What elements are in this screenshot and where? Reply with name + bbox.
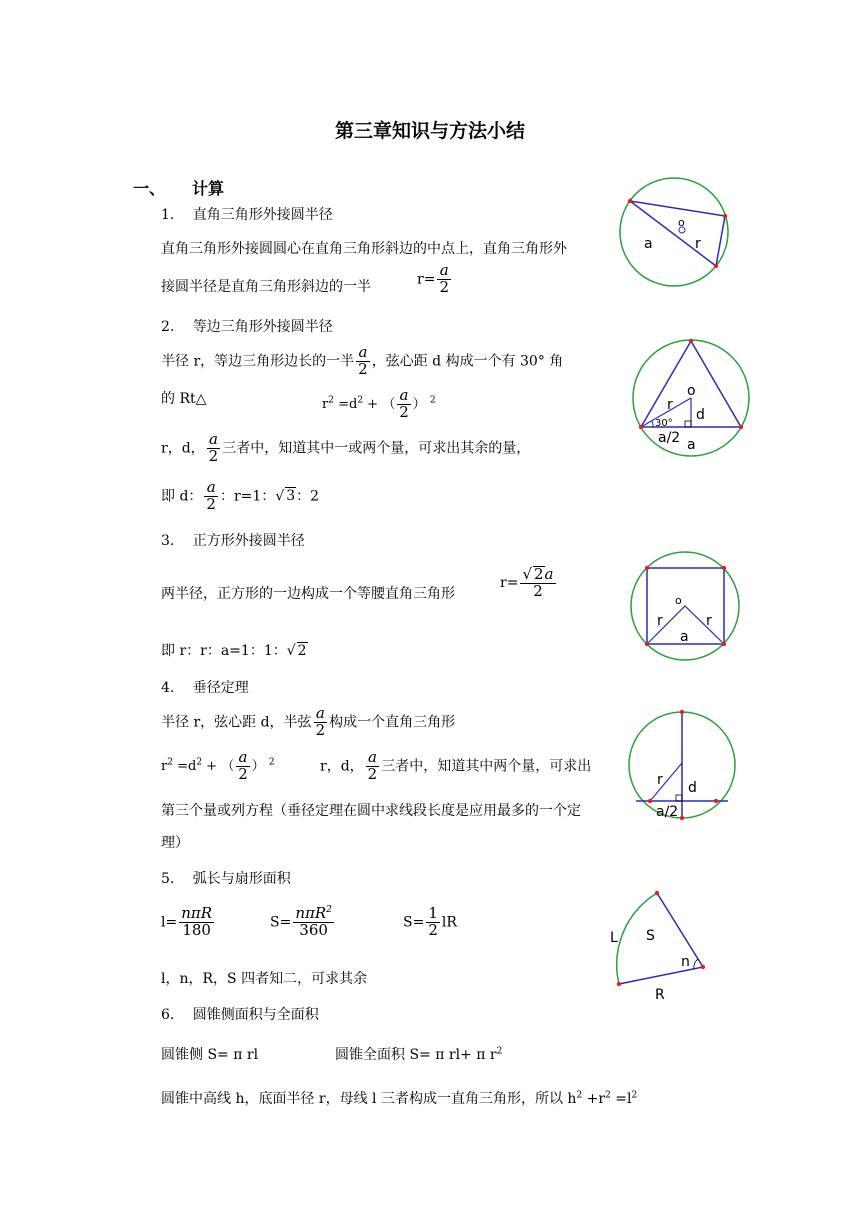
exp: 2 <box>605 1090 611 1101</box>
s6-line2-c: =l <box>610 1091 632 1107</box>
s2-text-line1 <box>161 345 563 378</box>
label-r: r <box>667 397 673 413</box>
fraction-numerator: a <box>356 345 370 362</box>
fraction <box>520 566 555 600</box>
s3-formula-lhs: r= <box>500 574 519 591</box>
vertex-point <box>639 425 643 429</box>
fraction-denominator: 2 <box>439 277 449 296</box>
exp: 2 <box>326 905 332 915</box>
right-angle-mark <box>676 795 682 801</box>
eq-close: ） <box>412 396 426 412</box>
figure-right-triangle-circumcircle <box>612 174 736 290</box>
vertex-point <box>628 199 632 203</box>
exp: 2 <box>167 757 173 768</box>
s3-text-line1: 两半径，正方形的一边构成一个等腰直角三角形 <box>161 586 455 602</box>
s4-text-line4: 理） <box>161 835 189 851</box>
fraction-denominator: 2 <box>399 402 409 421</box>
fraction-numerator: a <box>437 263 451 280</box>
numerator-text: nπR <box>295 904 327 922</box>
label-a-half: a/2 <box>656 804 679 820</box>
s5-heading: 5. 弧长与扇形面积 <box>161 871 291 887</box>
fraction <box>207 432 221 465</box>
label-r: r <box>657 613 663 629</box>
s5-formula-sector-area-lr <box>403 906 457 939</box>
s4-text-line1 <box>161 706 455 739</box>
label-L: L <box>610 930 618 946</box>
endpoint <box>714 799 718 803</box>
fraction <box>366 750 380 783</box>
vertex-point <box>689 339 693 343</box>
fraction-denominator: 2 <box>358 359 368 378</box>
figure-square-circumcircle <box>626 548 744 664</box>
exp: 2 <box>196 757 203 768</box>
s6-total-area <box>335 1044 502 1064</box>
s1-heading: 1. 直角三角形外接圆半径 <box>161 207 333 223</box>
fraction <box>236 750 250 783</box>
sqrt-radicand: 2 <box>297 643 307 659</box>
vertex-point <box>722 642 726 646</box>
s3-line2-a: 即 r：r：a=1：1： <box>161 643 287 659</box>
formula-lhs: l= <box>161 914 178 931</box>
s1-text-line1: 直角三角形外接圆圆心在直角三角形斜边的中点上，直角三角形外 <box>161 241 567 257</box>
label-a: a <box>687 437 696 453</box>
s6-text-line2 <box>161 1088 637 1108</box>
exp: 2 <box>631 1090 638 1101</box>
exp: 2 <box>429 395 436 406</box>
endpoint <box>648 799 652 803</box>
figure-sector <box>602 884 722 1004</box>
vertex-point <box>739 425 743 429</box>
fraction-numerator: a <box>397 388 411 405</box>
s3-heading: 3. 正方形外接圆半径 <box>161 533 305 549</box>
fraction <box>314 706 328 739</box>
figure-equilateral-triangle-circumcircle <box>625 338 755 458</box>
fraction-denominator: 360 <box>299 920 328 939</box>
s6-heading: 6. 圆锥侧面积与全面积 <box>161 1007 319 1023</box>
eq-plus: + （ <box>202 758 235 774</box>
label-d: d <box>688 780 697 796</box>
numerator-a: a <box>544 565 554 583</box>
eq-close: ） <box>251 758 265 774</box>
label-d: d <box>696 407 705 423</box>
fraction-numerator: nπR <box>181 904 213 922</box>
right-triangle <box>630 201 725 266</box>
vertex-point <box>617 982 621 986</box>
s2-line4-d: ：2 <box>296 488 320 505</box>
fraction-numerator: a <box>207 432 221 449</box>
label-30deg: 30° <box>655 418 673 429</box>
fraction-denominator: 2 <box>428 920 438 939</box>
eq-d: =d <box>172 758 197 774</box>
s4-line1-a: 半径 r，弦心距 d，半弦 <box>161 714 312 731</box>
s1-formula <box>417 263 453 296</box>
sqrt-radicand: 2 <box>534 565 544 583</box>
vertex-point <box>655 891 659 895</box>
fraction <box>437 263 451 296</box>
circumcircle <box>620 178 728 286</box>
s6-line2-a: 圆锥中高线 h，底面半径 r，母线 l 三者构成一直角三角形，所以 h <box>161 1091 577 1107</box>
s4-equation <box>161 750 275 783</box>
exp: 2 <box>268 757 275 768</box>
s4-line2-c: 三者中，知道其中两个量，可求出 <box>381 758 592 775</box>
fraction-numerator: 1 <box>428 904 438 922</box>
exp: 2 <box>328 395 334 406</box>
s2-text-line4 <box>161 480 319 513</box>
s2-text-line2 <box>161 388 206 408</box>
fraction-numerator: a <box>314 706 328 723</box>
label-r: r <box>695 236 701 252</box>
s5-formula-sector-area <box>270 906 336 939</box>
exp: 2 <box>357 395 364 406</box>
label-o: o <box>687 383 696 399</box>
figure-perpendicular-diameter <box>626 708 746 824</box>
fraction-denominator: 2 <box>533 581 543 600</box>
fraction <box>293 906 334 939</box>
s1-formula-lhs: r= <box>417 271 436 288</box>
formula-rhs: lR <box>441 914 457 931</box>
label-o: o <box>678 216 685 229</box>
s2-text-line3 <box>161 432 530 465</box>
vertex-point <box>723 214 727 218</box>
s4-text-line3: 第三个量或列方程（垂径定理在圆中求线段长度是应用最多的一个定 <box>161 803 581 819</box>
label-r: r <box>657 772 663 788</box>
s4-text-line2 <box>320 750 591 783</box>
s2-line3-a: r，d， <box>161 440 205 457</box>
vertex-point <box>701 965 705 969</box>
s3-text-line2 <box>161 640 308 660</box>
s2-line2-a: 的 Rt△ <box>161 391 207 407</box>
fraction <box>356 345 370 378</box>
vertex-point <box>722 566 726 570</box>
vertex-point <box>645 566 649 570</box>
sqrt-sign: √ <box>275 488 285 505</box>
sqrt-sign: √ <box>286 643 296 659</box>
s6-line1-b: 圆锥全面积 S= π rl+ π r <box>335 1047 497 1063</box>
label-a: a <box>644 236 653 252</box>
formula-lhs: S= <box>270 914 292 931</box>
s4-line2-b: r，d， <box>320 758 364 775</box>
formula-lhs: S= <box>403 914 425 931</box>
fraction-denominator: 180 <box>182 920 211 939</box>
exp: 2 <box>576 1090 583 1101</box>
s3-formula <box>500 566 558 600</box>
sector-radius <box>657 893 703 967</box>
s6-lateral-area: 圆锥侧 S= π rl <box>161 1047 259 1063</box>
s2-line4-a: 即 d： <box>161 488 203 505</box>
label-a: a <box>680 629 689 645</box>
fraction-denominator: 2 <box>206 494 216 513</box>
label-r: r <box>706 613 712 629</box>
eq-r: r <box>322 396 329 412</box>
s4-line1-b: 构成一个直角三角形 <box>329 714 456 731</box>
eq-d: =d <box>333 396 358 412</box>
right-angle-mark <box>685 421 691 427</box>
s2-heading: 2. 等边三角形外接圆半径 <box>161 319 333 335</box>
s2-line1-b: ，弦心距 d 构成一个有 30° 角 <box>371 353 564 370</box>
s2-equation <box>322 388 436 421</box>
s2-line4-b: ：r=1： <box>219 488 276 505</box>
exp: 2 <box>496 1046 503 1057</box>
s1-text-line2: 接圆半径是直角三角形斜边的一半 <box>161 279 371 295</box>
fraction-denominator: 2 <box>315 720 326 739</box>
vertex-point <box>714 264 718 268</box>
fraction-denominator: 2 <box>238 764 248 783</box>
label-n: n <box>681 954 690 970</box>
fraction <box>397 388 411 421</box>
s2-line3-b: 三者中，知道其中一或两个量，可求出其余的量， <box>222 440 531 457</box>
fraction <box>426 906 440 939</box>
angle-arc <box>652 421 653 427</box>
label-a-half: a/2 <box>658 430 681 446</box>
fraction-numerator: a <box>236 750 250 767</box>
s2-line1-a: 半径 r，等边三角形边长的一半 <box>161 353 355 370</box>
s4-heading: 4. 垂径定理 <box>161 680 249 696</box>
fraction-numerator: a <box>366 750 380 767</box>
s5-formula-arc-length <box>161 906 216 939</box>
fraction-denominator: 2 <box>367 764 378 783</box>
section-title: 计算 <box>192 179 225 198</box>
s6-line2-b: +r <box>582 1091 606 1107</box>
section-number: 一、 <box>133 179 166 198</box>
label-R: R <box>655 987 665 1003</box>
endpoint <box>680 710 684 714</box>
sector-radius <box>619 967 703 984</box>
endpoint <box>680 816 684 820</box>
label-o: o <box>675 594 682 607</box>
fraction-denominator: 2 <box>208 446 219 465</box>
eq-plus: + （ <box>363 396 396 412</box>
vertex-point <box>645 642 649 646</box>
s5-text-line2: l，n，R，S 四者知二，可求其余 <box>161 971 368 987</box>
eq-r: r <box>161 758 168 774</box>
sqrt-radicand: 3 <box>286 488 296 505</box>
sqrt-sign: √ <box>522 565 532 583</box>
page-title: 第三章知识与方法小结 <box>334 120 525 142</box>
label-S: S <box>646 928 655 944</box>
fraction-numerator: a <box>204 480 218 497</box>
fraction <box>179 906 214 939</box>
fraction <box>204 480 218 513</box>
